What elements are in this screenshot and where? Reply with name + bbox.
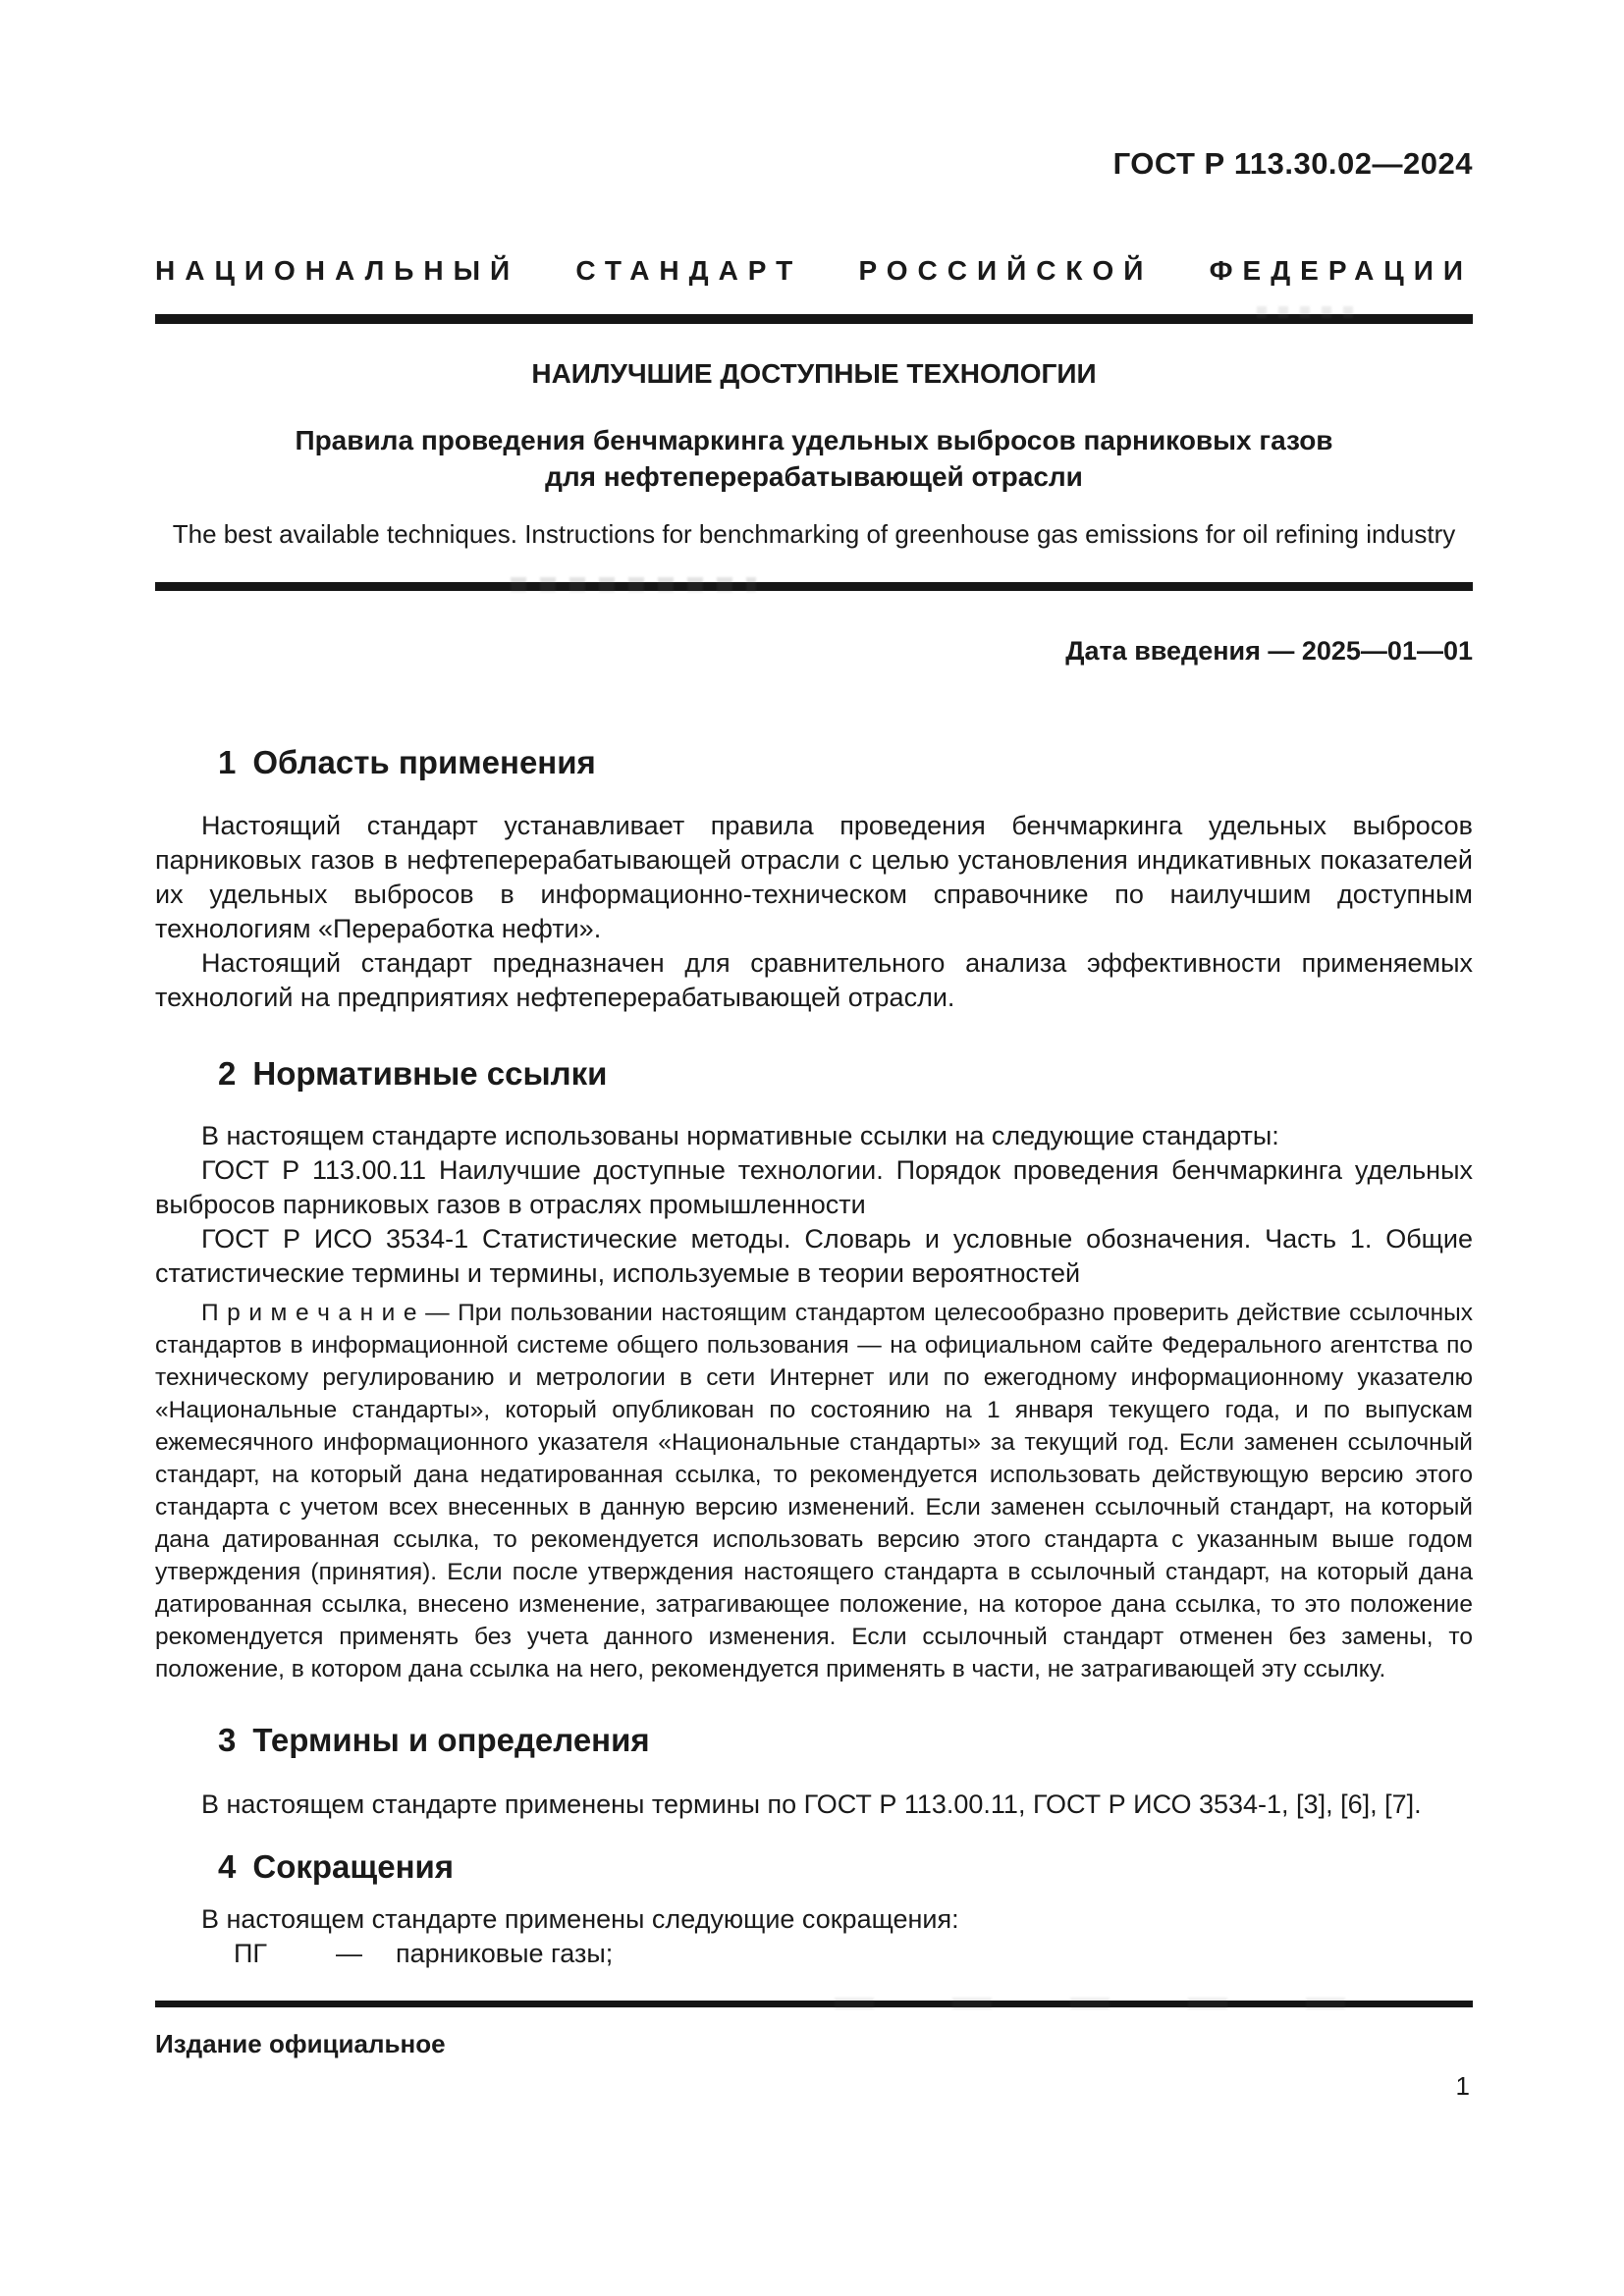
section-number: 3 xyxy=(218,1722,237,1758)
section-title: Область применения xyxy=(252,744,596,780)
abbreviation-row xyxy=(155,1937,1473,1971)
note-label: П р и м е ч а н и е xyxy=(201,1300,417,1326)
section-title: Термины и определения xyxy=(252,1722,650,1758)
reference-entry: ГОСТ Р ИСО 3534-1 Статистические методы. Словарь и условные обозначения. Часть 1. Общие статистические термины и термины, используемые в теории вероятностей xyxy=(155,1224,1473,1288)
paragraph: В настоящем стандарте применены термины по ГОСТ Р 113.00.11, ГОСТ Р ИСО 3534-1, [3], [6], [7]. xyxy=(201,1789,1422,1819)
effective-date: Дата введения — 2025—01—01 xyxy=(1065,636,1473,666)
section-heading-abbreviations xyxy=(155,1847,1473,1887)
section-number: 4 xyxy=(218,1848,237,1885)
header-rule xyxy=(155,314,1473,324)
title-main: НАИЛУЧШИЕ ДОСТУПНЫЕ ТЕХНОЛОГИИ xyxy=(531,358,1097,389)
abbreviation-dash: — xyxy=(336,1939,362,1968)
section-title: Сокращения xyxy=(252,1848,455,1885)
footer-rule xyxy=(155,2001,1473,2007)
paragraph: Настоящий стандарт устанавливает правила проведения бенчмаркинга удельных выбросов парниковых газов в нефтеперерабатывающей отрасли с целью установления индикативных показателей их удельных выбросов в информационно-техническом справочнике по наилучшим доступным технологиям «Переработка нефти». xyxy=(155,811,1473,943)
document-content xyxy=(155,0,1473,1971)
doc-code: ГОСТ Р 113.30.02—2024 xyxy=(1112,146,1473,181)
title-rule xyxy=(155,582,1473,591)
section-number: 2 xyxy=(218,1055,237,1092)
page-number: 1 xyxy=(1455,2071,1470,2101)
section-title: Нормативные ссылки xyxy=(252,1055,608,1092)
paragraph: В настоящем стандарте применены следующие сокращения: xyxy=(201,1904,959,1934)
paragraph: Настоящий стандарт предназначен для сравнительного анализа эффективности применяемых технологий на предприятиях нефтеперерабатывающей отрасли. xyxy=(155,948,1473,1012)
section-number: 1 xyxy=(218,744,237,780)
standard-type-banner: НАЦИОНАЛЬНЫЙ СТАНДАРТ РОССИЙСКОЙ ФЕДЕРАЦИИ xyxy=(155,255,1473,286)
title-subtitle-line1: Правила проведения бенчмаркинга удельных выбросов парниковых газов xyxy=(295,425,1333,455)
title-subtitle-line2: для нефтеперерабатывающей отрасли xyxy=(545,461,1083,492)
section-heading-terms xyxy=(155,1721,1473,1760)
reference-entry: ГОСТ Р 113.00.11 Наилучшие доступные технологии. Порядок проведения бенчмаркинга удельных выбросов парниковых газов в отраслях промышленности xyxy=(155,1155,1473,1219)
note-body: — При пользовании настоящим стандартом целесообразно проверить действие ссылочных стандартов в информационной системе общего пользования — на официальном сайте Федерального агентства по техническому регулированию и метрологии в сети Интернет или по ежегодному информационному указателю «Национальные стандарты», который опубликован по состоянию на 1 января текущего года, и по выпускам ежемесячного информационного указателя «Национальные стандарты» за текущий год. Если заменен ссылочный стандарт, на который дана недатированная ссылка, то рекомендуется использовать действующую версию этого стандарта с учетом всех внесенных в данную версию изменений. Если заменен ссылочный стандарт, на который дана датированная ссылка, то рекомендуется использовать версию этого стандарта с указанным выше годом утверждения (принятия). Если после утверждения настоящего стандарта в ссылочный стандарт, на который дана датированная ссылка, внесено изменение, затрагивающее положение, на которое дана ссылка, то это положение рекомендуется применять без учета данного изменения. Если ссылочный стандарт отменен без замены, то положение, в котором дана ссылка на него, рекомендуется применять в части, не затрагивающей эту ссылку. xyxy=(155,1300,1473,1682)
section-heading-scope xyxy=(155,743,1473,782)
paragraph: В настоящем стандарте использованы нормативные ссылки на следующие стандарты: xyxy=(201,1121,1279,1150)
note xyxy=(155,1297,1473,1685)
section-heading-normative-references xyxy=(155,1054,1473,1094)
title-english: The best available techniques. Instructions for benchmarking of greenhouse gas emissions for oil refining industry xyxy=(172,519,1456,549)
title-subtitle xyxy=(155,422,1473,495)
edition-note: Издание официальное xyxy=(155,2029,446,2058)
abbreviation-definition: парниковые газы; xyxy=(396,1939,614,1968)
abbreviation-term: ПГ xyxy=(234,1939,268,1968)
